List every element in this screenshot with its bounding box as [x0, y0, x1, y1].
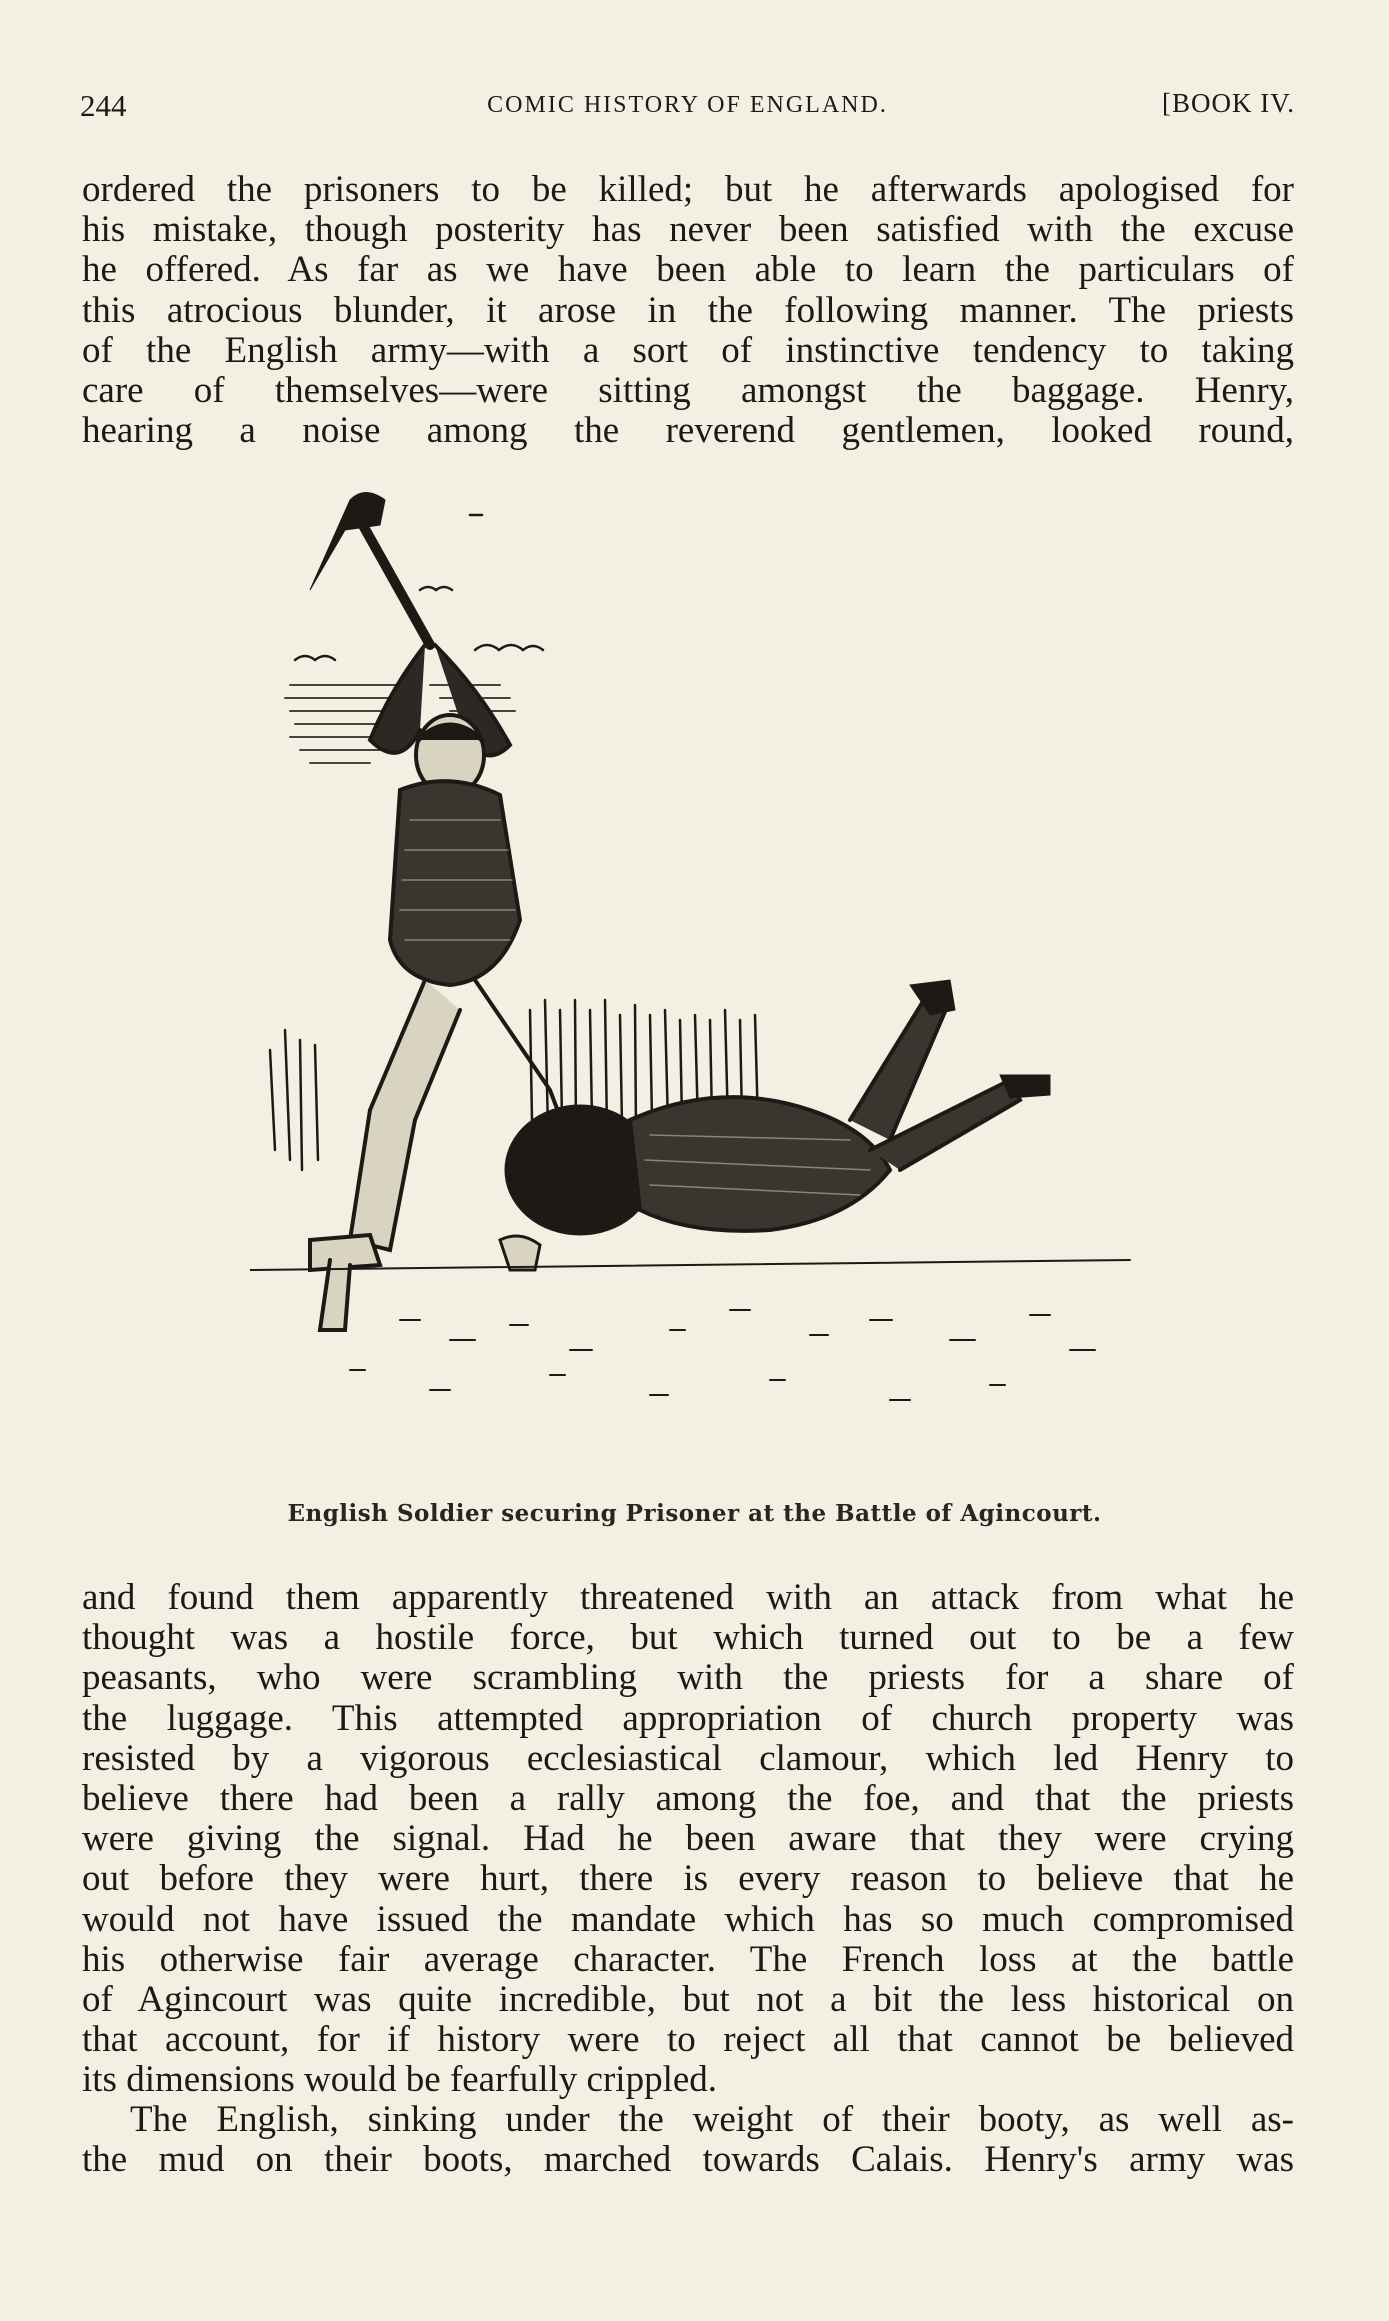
text-line: of the English army—with a sort of instinctive tendency to taking [82, 329, 1294, 371]
page-number: 244 [80, 88, 127, 123]
text-line: the luggage. This attempted appropriation of church property was [82, 1697, 1294, 1739]
paragraph-middle [82, 1578, 1294, 2101]
text-line: The English, sinking under the weight of their booty, as well as- [130, 2099, 1294, 2140]
text-line: out before they were hurt, there is every reason to believe that he [82, 1858, 1294, 1900]
paragraph-top [82, 170, 1294, 451]
text-line: care of themselves—were sitting amongst the baggage. Henry, [82, 370, 1294, 412]
text-line: the mud on their boots, marched towards Calais. Henry's army was [82, 2139, 1294, 2181]
text-line: thought was a hostile force, but which turned out to be a few [82, 1617, 1294, 1659]
text-line: its dimensions would be fearfully crippled. [82, 2059, 718, 2101]
running-title: COMIC HISTORY OF ENGLAND. [487, 92, 888, 118]
text-line: peasants, who were scrambling with the priests for a share of [82, 1657, 1294, 1699]
text-line: his mistake, though posterity has never been satisfied with the excuse [82, 209, 1294, 251]
book-label: [BOOK IV. [1161, 88, 1295, 118]
text-line: he offered. As far as we have been able to learn the particulars of [82, 249, 1294, 291]
text-line: ordered the prisoners to be killed; but he afterwards apologised for [82, 169, 1294, 210]
figure-caption: English Soldier securing Prisoner at the Battle of Agincourt. [287, 1500, 1102, 1527]
text-line: would not have issued the mandate which has so much compromised [82, 1898, 1294, 1940]
text-line: resisted by a vigorous ecclesiastical clamour, which led Henry to [82, 1737, 1294, 1779]
text-line: of Agincourt was quite incredible, but not a bit the less historical on [82, 1979, 1294, 2021]
text-line: believe there had been a rally among the foe, and that the priests [82, 1778, 1294, 1820]
text-line: his otherwise fair average character. The French loss at the battle [82, 1938, 1294, 1980]
text-line: were giving the signal. Had he been aware that they were crying [82, 1818, 1294, 1860]
text-line: that account, for if history were to reject all that cannot be believed [82, 2019, 1294, 2061]
paragraph-bottom [82, 2100, 1294, 2180]
page-header [80, 88, 1295, 128]
illustration-soldier-prisoner [250, 470, 1140, 1470]
text-line: this atrocious blunder, it arose in the following manner. The priests [82, 289, 1294, 331]
text-line: and found them apparently threatened with an attack from what he [82, 1577, 1294, 1618]
text-line: hearing a noise among the reverend gentlemen, looked round, [82, 410, 1294, 452]
